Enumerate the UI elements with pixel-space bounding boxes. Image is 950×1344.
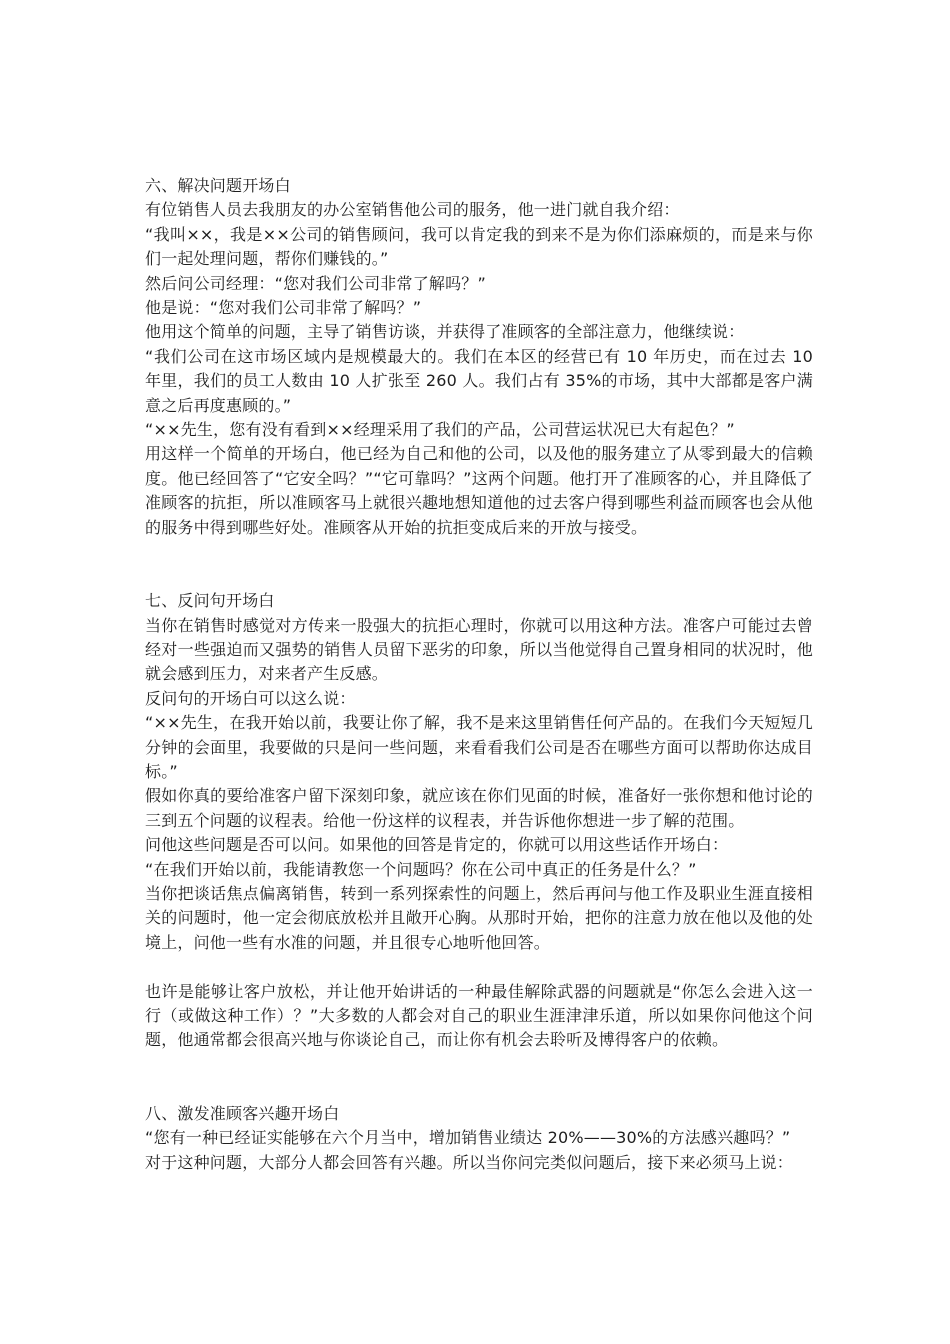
paragraph: “××先生，在我开始以前，我要让你了解，我不是来这里销售任何产品的。在我们今天短短几分钟的会面里，我要做的只是问一些问题，来看看我们公司是否在哪些方面可以帮助你达成目标。” [145, 713, 813, 781]
paragraph: “我叫××，我是××公司的销售顾问，我可以肯定我的到来不是为你们添麻烦的，而是来与你们一起处理问题，帮你们赚钱的。” [145, 224, 813, 269]
paragraph: 用这样一个简单的开场白，他已经为自己和他的公司，以及他的服务建立了从零到最大的信赖度。他已经回答了“它安全吗？”“它可靠吗？”这两个问题。他打开了准顾客的心，并且降低了准顾客的抗拒，所以准顾客马上就很兴趣地想知道他的过去客户得到哪些利益而顾客也会从他的服务中得到哪些好处。准顾客从开始的抗拒变成后来的开放与接受。 [145, 444, 813, 537]
document-body [145, 174, 813, 1175]
section-opening-rhetorical-question [145, 589, 813, 1053]
section-heading: 七、反问句开场白 [145, 591, 275, 611]
paragraph: 对于这种问题，大部分人都会回答有兴趣。所以当你问完类似问题后，接下来必须马上说： [145, 1152, 794, 1172]
section-heading: 六、解决问题开场白 [145, 176, 291, 195]
paragraph: 也许是能够让客户放松，并让他开始讲话的一种最佳解除武器的问题就是“你怎么会进入这一行（或做这种工作）？”大多数的人都会对自己的职业生涯津津乐道，所以如果你问他这个问题，他通常都会很高兴地与你谈论自己，而让你有机会去聆听及博得客户的依赖。 [145, 981, 813, 1050]
section-opening-spark-interest [145, 1102, 813, 1175]
paragraph: 问他这些问题是否可以问。如果他的回答是肯定的，你就可以用这些话作开场白： [145, 835, 729, 855]
paragraph: “您有一种已经证实能够在六个月当中，增加销售业绩达 20%——30%的方法感兴趣吗？” [145, 1128, 791, 1148]
blank-line [145, 955, 813, 979]
paragraph: 当你在销售时感觉对方传来一股强大的抗拒心理时，你就可以用这种方法。准客户可能过去曾经对一些强迫而又强势的销售人员留下恶劣的印象，所以当他觉得自己置身相同的状况时，他就会感到压力，对来者产生反感。 [145, 615, 813, 684]
paragraph: 假如你真的要给准客户留下深刻印象，就应该在你们见面的时候，准备好一张你想和他讨论的三到五个问题的议程表。给他一份这样的议程表，并告诉他你想进一步了解的范围。 [145, 786, 813, 830]
paragraph: 然后问公司经理：“您对我们公司非常了解吗？” [145, 273, 486, 293]
paragraph: 当你把谈话焦点偏离销售，转到一系列探索性的问题上，然后再问与他工作及职业生涯直接相关的问题时，他一定会彻底放松并且敞开心胸。从那时开始，把你的注意力放在他以及他的处境上，问他一些有水准的问题，并且很专心地听他回答。 [145, 883, 813, 952]
paragraph: 反问句的开场白可以这么说： [145, 688, 356, 708]
section-opening-solve-problem [145, 174, 813, 540]
paragraph: 他用这个简单的问题，主导了销售访谈，并获得了准顾客的全部注意力，他继续说： [145, 322, 745, 342]
paragraph: 有位销售人员去我朋友的办公室销售他公司的服务，他一进门就自我介绍： [145, 200, 680, 220]
section-heading: 八、激发准顾客兴趣开场白 [145, 1103, 340, 1123]
paragraph: “××先生，您有没有看到××经理采用了我们的产品，公司营运状况已大有起色？” [145, 420, 735, 440]
paragraph: “我们公司在这市场区域内是规模最大的。我们在本区的经营已有 10 年历史，而在过去 10 年里，我们的员工人数由 10 人扩张至 260 人。我们占有 35%的市场，其中大部都是客户满意之后再度惠顾的。” [145, 346, 813, 415]
paragraph: “在我们开始以前，我能请教您一个问题吗？你在公司中真正的任务是什么？” [145, 859, 697, 879]
paragraph: 他是说：“您对我们公司非常了解吗？” [145, 298, 422, 318]
